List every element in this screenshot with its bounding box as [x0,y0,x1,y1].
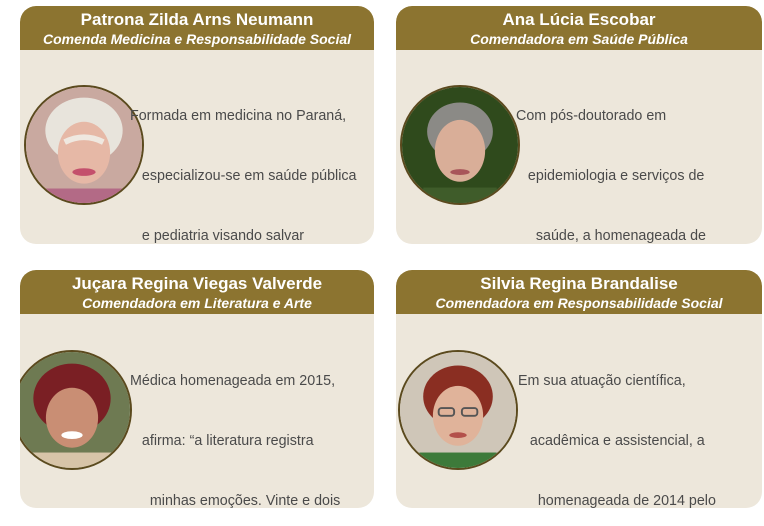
bio-line: acadêmica e assistencial, a [518,433,705,449]
honoree-bio [130,66,357,244]
honoree-name: Juçara Regina Viegas Valverde [71,274,323,293]
bio-line: Em sua atuação científica, [518,373,686,389]
bio-line: Formada em medicina no Paraná, [130,108,347,124]
bio-line: minhas emoções. Vinte e dois [130,493,341,508]
bio-line: Médica homenageada em 2015, [130,373,336,389]
bio-line: epidemiologia e serviços de [516,168,705,184]
honoree-card-jucara [20,270,374,508]
honoree-bio [516,66,750,244]
card-header [396,6,762,50]
honoree-name: Silvia Regina Brandalise [480,274,678,293]
portrait-photo [398,350,518,470]
honoree-card-ana [396,6,762,244]
honoree-card-zilda [20,6,374,244]
portrait-photo [400,85,520,205]
honoree-bio [130,331,357,508]
honoree-name: Patrona Zilda Arns Neumann [80,10,314,29]
card-header [20,6,374,50]
bio-line: afirma: “a literatura registra [130,433,314,449]
honoree-title: Comendadora em Responsabilidade Social [435,295,723,311]
portrait-photo [24,85,144,205]
bio-line: homenageada de 2014 pelo [518,493,716,508]
honoree-title: Comendadora em Saúde Pública [470,31,688,47]
bio-line: especializou-se em saúde pública [130,168,357,184]
honoree-card-silvia [396,270,762,508]
honoree-title: Comendadora em Literatura e Arte [82,295,312,311]
portrait-photo [20,350,132,470]
card-header [20,270,374,314]
honoree-name: Ana Lúcia Escobar [502,10,656,29]
card-header [396,270,762,314]
bio-line: Com pós-doutorado em [516,108,667,124]
honoree-title: Comenda Medicina e Responsabilidade Social [42,31,352,47]
honoree-bio [518,331,749,508]
bio-line: e pediatria visando salvar [130,228,305,244]
bio-line: saúde, a homenageada de [516,228,706,244]
